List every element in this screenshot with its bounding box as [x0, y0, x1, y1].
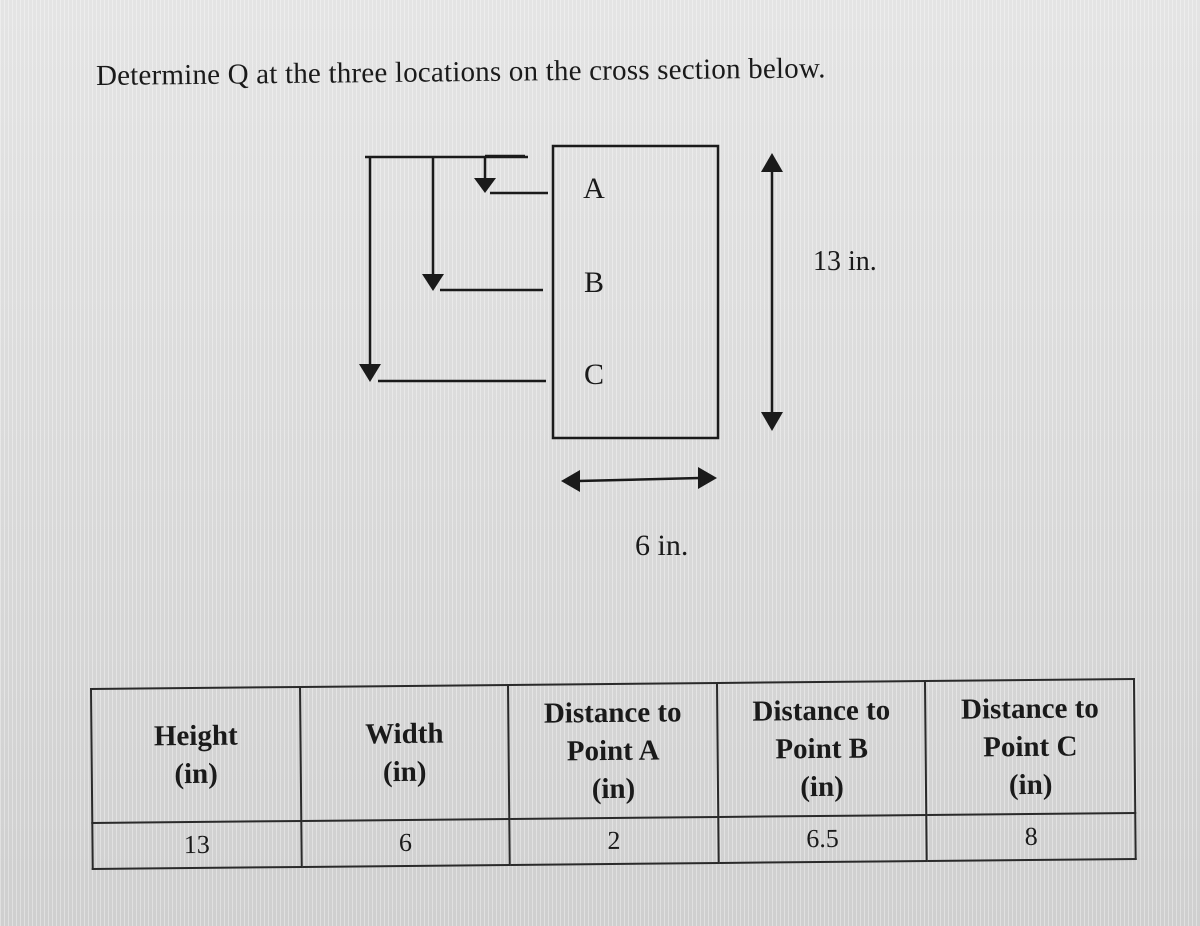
header-distance-c: Distance to Point C (in)	[925, 679, 1135, 815]
height-dimension-arrow	[761, 153, 783, 431]
distance-to-b-dimension	[422, 157, 543, 291]
point-a-label: A	[583, 172, 605, 205]
value-width: 6	[301, 819, 510, 867]
header-distance-a: Distance to Point A (in)	[508, 683, 718, 819]
problem-statement: Determine Q at the three locations on the cross section below.	[95, 52, 826, 92]
value-distance-a: 2	[509, 817, 718, 865]
value-height: 13	[92, 821, 301, 869]
value-distance-c: 8	[927, 813, 1136, 861]
header-distance-b: Distance to Point B (in)	[717, 681, 927, 817]
cross-section-rectangle	[553, 146, 718, 438]
point-b-label: B	[583, 266, 605, 299]
width-dimension-arrow	[561, 467, 717, 492]
width-label: 6 in.	[635, 529, 689, 562]
table-header-row	[91, 679, 1135, 823]
dimensions-table	[90, 678, 1137, 870]
distance-to-c-dimension	[359, 157, 546, 382]
height-label: 13 in.	[813, 246, 877, 277]
header-width: Width (in)	[300, 685, 510, 821]
table-row	[92, 813, 1135, 869]
header-height: Height (in)	[91, 687, 301, 823]
value-distance-b: 6.5	[718, 815, 927, 863]
distance-to-a-dimension	[474, 156, 548, 193]
point-c-label: C	[583, 358, 605, 391]
